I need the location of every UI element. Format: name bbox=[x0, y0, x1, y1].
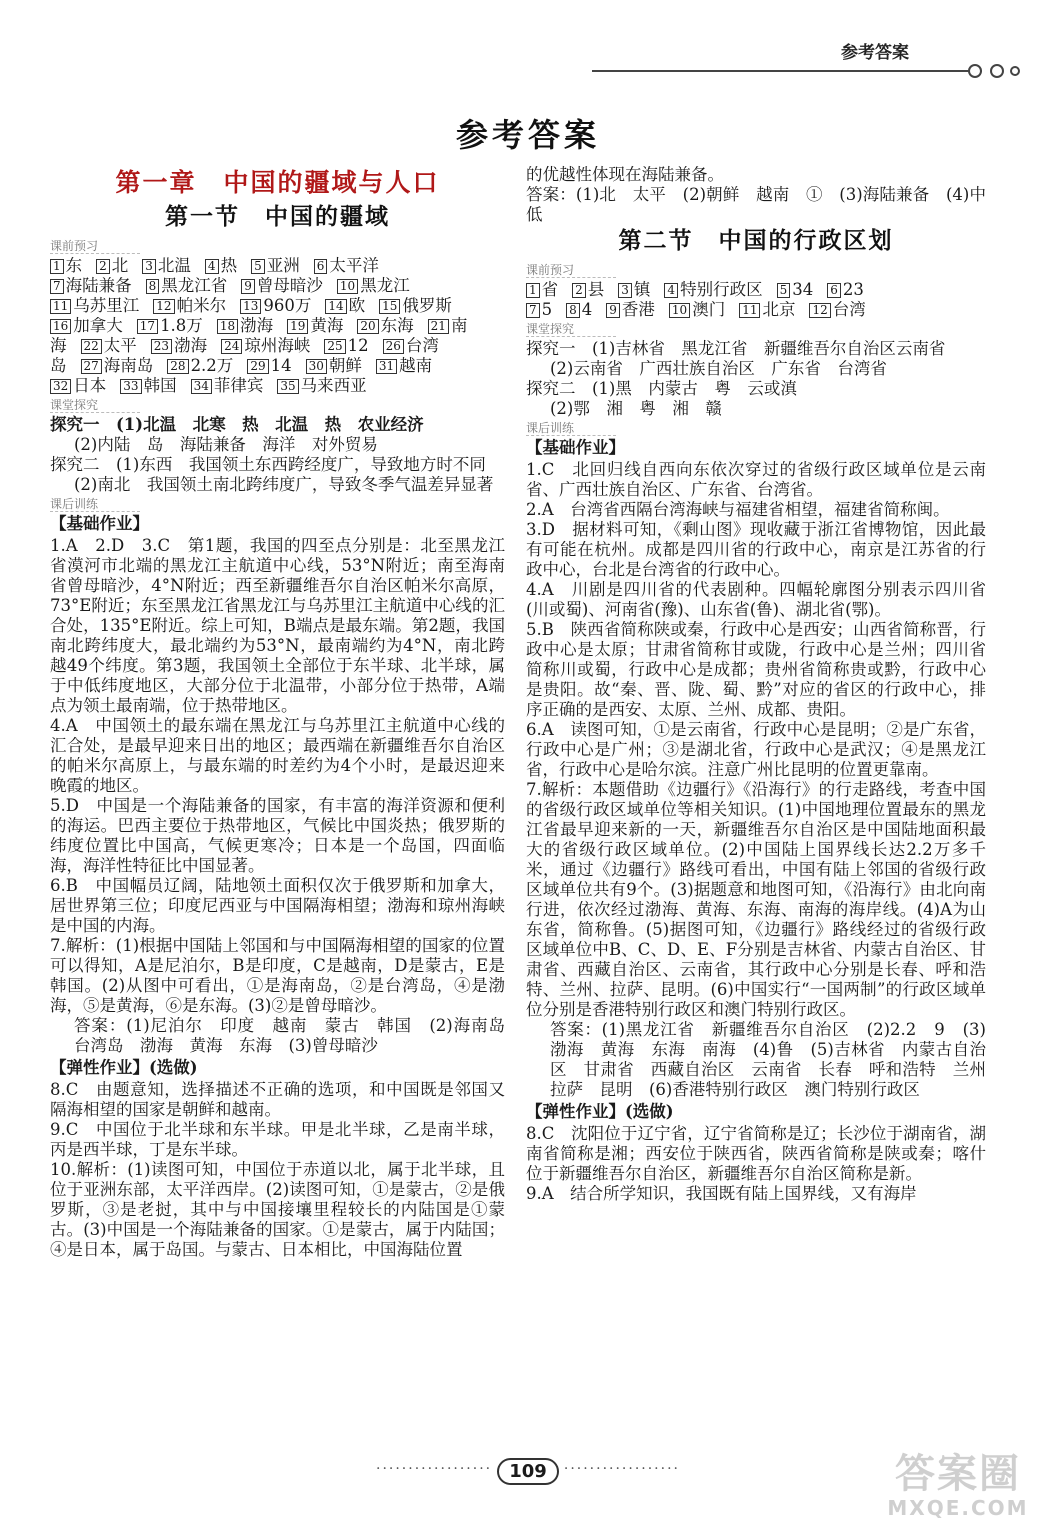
pre-study-cell bbox=[314, 256, 379, 275]
answer-text: 日本 bbox=[73, 376, 107, 395]
pre-study-row bbox=[50, 276, 505, 296]
pre-study-cell bbox=[809, 300, 865, 319]
answer-text: 台湾 bbox=[832, 300, 866, 319]
pre-study-cell bbox=[205, 256, 237, 275]
pre-study-cell bbox=[240, 296, 311, 315]
answer-number-box: 28 bbox=[167, 359, 188, 374]
footer-dots: ·················· bbox=[376, 1461, 493, 1477]
answer-text: 海南岛 bbox=[103, 356, 154, 375]
pre-study-row bbox=[50, 356, 505, 376]
answer-text: 23 bbox=[842, 280, 864, 299]
header-dot bbox=[990, 64, 1004, 78]
answer-item: 9.C 中国位于北半球和东半球。甲是北半球，乙是南半球，丙是西半球，丁是东半球。 bbox=[50, 1120, 505, 1159]
pre-study-cell bbox=[120, 376, 176, 395]
pre-study-cell bbox=[606, 300, 655, 319]
answer-text: 朝鲜 bbox=[328, 356, 362, 375]
answer-number-box: 25 bbox=[324, 339, 345, 354]
answer-text: 乌苏里江 bbox=[73, 296, 140, 315]
answer-text: 亚洲 bbox=[266, 256, 300, 275]
pre-study-cell bbox=[251, 256, 300, 275]
answer-number-box: 7 bbox=[526, 303, 540, 318]
answer-text: 太平 bbox=[103, 336, 137, 355]
watermark-logo: 答案圈 MXQE.COM bbox=[887, 1451, 1029, 1520]
explore-one: 探究一 (1)吉林省 黑龙江省 新疆维吾尔自治区云南省 bbox=[526, 339, 946, 358]
answer-number-box: 5 bbox=[777, 283, 791, 298]
answer-key: 答案：(1)黑龙江省 新疆维吾尔自治区 (2)2.2 9 (3)渤海 黄海 东海 南海 (4)鲁 (5)吉林省 内蒙古自治区 甘肃省 西藏自治区 云南省 长春 呼和浩特 兰州 拉萨 昆明 (6)香港特别行政区 澳门特别行政区 bbox=[550, 1020, 1003, 1099]
answer-item: 5.B 陕西省简称陕或秦，行政中心是西安；山西省简称晋，行政中心是太原；甘肃省简称甘或陇，行政中心是兰州；四川省简称川或蜀，行政中心是成都；贵州省简称贵或黔，行政中心是贵阳。故“秦、晋、陇、蜀、黔”对应的省区的行政中心，排序正确的是西安、太原、兰州、成都、贵阳。 bbox=[526, 620, 986, 719]
pre-study-cell bbox=[50, 336, 67, 355]
answer-item: 4.A 中国领土的最东端在黑龙江与乌苏里江主航道中心线的汇合处，是最早迎来日出的地区；最西端在新疆维吾尔自治区的帕米尔高原上，与最东端的时差约为4个小时，是最迟迎来晚霞的地区。 bbox=[50, 716, 505, 795]
answer-item: 2.A 台湾省西隔台湾海峡与福建省相望，福建省简称闽。 bbox=[526, 500, 950, 519]
answer-number-box: 32 bbox=[50, 379, 71, 394]
answer-number-box: 6 bbox=[827, 283, 841, 298]
pre-study-cell bbox=[167, 356, 233, 375]
pre-study-cell bbox=[777, 280, 814, 299]
answer-number-box: 11 bbox=[739, 303, 760, 318]
pre-study-row bbox=[50, 376, 505, 396]
answer-item: 4.A 川剧是四川省的代表剧种。四幅轮廓图分别表示四川省(川或蜀)、河南省(豫)、山东省(鲁)、湖北省(鄂)。 bbox=[526, 580, 986, 619]
answer-text: 34 bbox=[792, 280, 814, 299]
right-column bbox=[526, 165, 1003, 1204]
footer-dots: ·················· bbox=[563, 1461, 680, 1477]
elastic-homework-label: 【弹性作业】(选做) bbox=[526, 1102, 674, 1121]
after-class-label: 课后训练 bbox=[526, 421, 616, 436]
answer-item: 7.解析：(1)根据中国陆上邻国和与中国隔海相望的国家的位置可以得知，A是尼泊尔，B是印度，C是越南，D是蒙古，E是韩国。(2)从图中可看出，①是海南岛，②是台湾岛，④是渤海，⑤是黄海，⑥是东海。(3)②是曾母暗沙。 bbox=[50, 936, 505, 1015]
answer-text: 北京 bbox=[762, 300, 796, 319]
pre-study-cell bbox=[287, 316, 343, 335]
pre-study-cell bbox=[428, 316, 468, 335]
answer-number-box: 16 bbox=[50, 319, 71, 334]
answer-number-box: 19 bbox=[287, 319, 308, 334]
answer-number-box: 3 bbox=[142, 259, 156, 274]
answer-text: 黑龙江 bbox=[360, 276, 410, 295]
answer-text: 海 bbox=[50, 336, 67, 355]
answer-number-box: 17 bbox=[137, 319, 158, 334]
answer-text: 省 bbox=[541, 280, 559, 299]
pre-study-cell bbox=[96, 256, 128, 275]
answer-key: 答案：(1)尼泊尔 印度 越南 蒙古 韩国 (2)海南岛 台湾岛 渤海 黄海 东海 (3)曾母暗沙 bbox=[74, 1016, 522, 1055]
answer-item: 1.C 北回归线自西向东依次穿过的省级行政区域单位是云南省、广西壮族自治区、广东省、台湾省。 bbox=[526, 460, 986, 499]
answer-number-box: 13 bbox=[240, 299, 261, 314]
answer-text: 北温 bbox=[157, 256, 191, 275]
answer-text: 岛 bbox=[50, 356, 67, 375]
answer-item: 6.A 读图可知，①是云南省，行政中心是昆明；②是广东省，行政中心是广州；③是湖北省，行政中心是武汉；④是黑龙江省，行政中心是哈尔滨。注意广州比昆明的位置更靠南。 bbox=[526, 720, 986, 779]
answer-item: 5.D 中国是一个海陆兼备的国家，有丰富的海洋资源和便利的海运。巴西主要位于热带地区，气候比中国炎热；俄罗斯的纬度位置比中国高，气候更寒冷；日本是一个岛国，四面临海，海洋性特征比中国显著。 bbox=[50, 796, 505, 875]
pre-study-cell bbox=[572, 280, 604, 299]
pre-study-row bbox=[526, 280, 986, 300]
pre-study-answers bbox=[50, 256, 505, 396]
pre-study-cell bbox=[247, 356, 291, 375]
answer-number-box: 12 bbox=[153, 299, 174, 314]
pre-study-cell bbox=[357, 316, 413, 335]
pre-study-label: 课前预习 bbox=[50, 239, 140, 254]
page-title: 参考答案 bbox=[455, 116, 600, 154]
answer-number-box: 10 bbox=[669, 303, 690, 318]
answer-item: 6.B 中国幅员辽阔，陆地领土面积仅次于俄罗斯和加拿大，居世界第三位；印度尼西亚与中国隔海相望；渤海和琼州海峡是中国的内海。 bbox=[50, 876, 505, 935]
answer-number-box: 2 bbox=[96, 259, 110, 274]
pre-study-cell bbox=[50, 376, 106, 395]
answer-item: 1.A 2.D 3.C 第1题，我国的四至点分别是：北至黑龙江省漠河市北端的黑龙江主航道中心线，53°N附近；南至海南省曾母暗沙，4°N附近；西至新疆维吾尔自治区帕米尔高原，73°E附近；东至黑龙江省黑龙江与乌苏里江主航道中心线的汇合处，135°E附近。综上可知，B端点是最东端。第2题，我国南北跨纬度大，最北端约为53°N，最南端约为4°N，南北跨越49个纬度。第3题，我国领土全部位于东半球、北半球，属于中低纬度地区，大部分位于北温带，小部分位于热带，A端点为领土最南端，位于热带地区。 bbox=[50, 536, 505, 715]
answer-number-box: 35 bbox=[277, 379, 298, 394]
pre-study-cell bbox=[739, 300, 795, 319]
answer-text: 香港 bbox=[621, 300, 655, 319]
pre-study-cell bbox=[618, 280, 650, 299]
section-title: 第二节 中国的行政区划 bbox=[618, 228, 894, 254]
pre-study-cell bbox=[221, 336, 310, 355]
pre-study-cell bbox=[50, 316, 123, 335]
answer-number-box: 9 bbox=[241, 279, 255, 294]
pre-study-cell bbox=[142, 256, 191, 275]
pre-study-cell bbox=[153, 296, 226, 315]
answer-number-box: 20 bbox=[357, 319, 378, 334]
pre-study-cell bbox=[337, 276, 410, 295]
answer-number-box: 14 bbox=[325, 299, 346, 314]
pre-study-cell bbox=[50, 356, 67, 375]
pre-study-cell bbox=[526, 280, 558, 299]
continued-answer: 答案：(1)北 太平 (2)朝鲜 越南 ① (3)海陆兼备 (4)中 低 bbox=[526, 185, 1003, 224]
answer-number-box: 2 bbox=[572, 283, 586, 298]
header-rule bbox=[592, 70, 982, 72]
answer-text: 2.2万 bbox=[190, 356, 234, 375]
answer-item: 3.D 据材料可知，《剩山图》现收藏于浙江省博物馆，因此最有可能在杭州。成都是四川省的行政中心，南京是江苏省的行政中心，台北是台湾省的行政中心。 bbox=[526, 520, 986, 579]
answer-text: 渤海 bbox=[174, 336, 208, 355]
pre-study-answers bbox=[526, 280, 986, 320]
answer-item: 8.C 沈阳位于辽宁省，辽宁省简称是辽；长沙位于湖南省，湖南省简称是湘；西安位于陕西省，陕西省简称是陕或秦；喀什位于新疆维吾尔自治区，新疆维吾尔自治区简称是新。 bbox=[526, 1124, 986, 1183]
pre-study-label: 课前预习 bbox=[526, 263, 616, 278]
pre-study-cell bbox=[217, 316, 273, 335]
answer-number-box: 27 bbox=[81, 359, 102, 374]
answer-text: 5 bbox=[541, 300, 553, 319]
answer-number-box: 15 bbox=[379, 299, 400, 314]
continued-text: 的优越性体现在海陆兼备。 bbox=[526, 165, 724, 184]
pre-study-row bbox=[50, 256, 505, 276]
pre-study-row bbox=[50, 336, 505, 356]
answer-number-box: 29 bbox=[247, 359, 268, 374]
pre-study-cell bbox=[151, 336, 207, 355]
answer-text: 越南 bbox=[399, 356, 433, 375]
explore-one: 探究一 (1)北温 北寒 热 北温 热 农业经济 bbox=[50, 415, 424, 434]
answer-text: 1.8万 bbox=[160, 316, 203, 335]
explore-one-b: (2)云南省 广西壮族自治区 广东省 台湾省 bbox=[550, 359, 887, 378]
answer-number-box: 21 bbox=[428, 319, 449, 334]
pre-study-cell bbox=[383, 336, 439, 355]
header-dot bbox=[1010, 66, 1020, 76]
answer-number-box: 10 bbox=[337, 279, 358, 294]
answer-number-box: 4 bbox=[205, 259, 219, 274]
elastic-homework-label: 【弹性作业】(选做) bbox=[50, 1058, 198, 1077]
header-tag: 参考答案 bbox=[841, 43, 909, 63]
answer-text: 12 bbox=[347, 336, 369, 355]
class-explore-label: 课堂探究 bbox=[526, 322, 616, 337]
pre-study-cell bbox=[146, 276, 228, 295]
pre-study-cell bbox=[81, 336, 137, 355]
answer-number-box: 18 bbox=[217, 319, 238, 334]
pre-study-row bbox=[50, 296, 505, 316]
answer-text: 帕米尔 bbox=[176, 296, 227, 315]
class-explore-label: 课堂探究 bbox=[50, 398, 140, 413]
answer-number-box: 4 bbox=[664, 283, 678, 298]
explore-two-b: (2)鄂 湘 粤 湘 赣 bbox=[550, 399, 722, 418]
pre-study-cell bbox=[827, 280, 864, 299]
basic-homework-label: 【基础作业】 bbox=[526, 438, 625, 457]
pre-study-cell bbox=[306, 356, 362, 375]
answer-number-box: 11 bbox=[50, 299, 71, 314]
answer-text: 县 bbox=[587, 280, 605, 299]
answer-number-box: 1 bbox=[526, 283, 540, 298]
basic-homework-label: 【基础作业】 bbox=[50, 514, 149, 533]
answer-text: 欧 bbox=[348, 296, 366, 315]
answer-number-box: 5 bbox=[251, 259, 265, 274]
answer-number-box: 3 bbox=[618, 283, 632, 298]
answer-number-box: 22 bbox=[81, 339, 102, 354]
answer-number-box: 26 bbox=[383, 339, 404, 354]
answer-item: 7.解析：本题借助《边疆行》《沿海行》的行走路线，考查中国的省级行政区域单位等相关知识。(1)中国地理位置最东的黑龙江省最早迎来新的一天，新疆维吾尔自治区是中国陆地面积最大的省级行政区域单位。(2)中国陆上国界线长达2.2万多千米，通过《边疆行》路线可看出，中国有陆上邻国的省级行政区域单位共有9个。(3)据题意和地图可知，《沿海行》由北向南行进，依次经过渤海、黄海、东海、南海的海岸线。(4)A为山东省，简称鲁。(5)据图可知，《边疆行》路线经过的省级行政区域单位中B、C、D、E、F分别是吉林省、内蒙古自治区、甘肃省、西藏自治区、云南省，其行政中心分别是长春、呼和浩特、兰州、拉萨、昆明。(6)中国实行“一国两制”的行政区域单位分别是香港特别行政区和澳门特别行政区。 bbox=[526, 780, 986, 1019]
answer-number-box: 23 bbox=[151, 339, 172, 354]
pre-study-cell bbox=[277, 376, 366, 395]
pre-study-cell bbox=[81, 356, 154, 375]
answer-text: 马来西亚 bbox=[300, 376, 367, 395]
explore-two-b: (2)南北 我国领土南北跨纬度广，导致冬季气温差异显著 bbox=[74, 475, 494, 494]
answer-text: 琼州海峡 bbox=[244, 336, 311, 355]
explore-two: 探究二 (1)黑 内蒙古 粤 云或滇 bbox=[526, 379, 797, 398]
pre-study-cell bbox=[241, 276, 323, 295]
pre-study-cell bbox=[526, 300, 552, 319]
pre-study-row bbox=[50, 316, 505, 336]
header-dot bbox=[968, 64, 982, 78]
answer-text: 特别行政区 bbox=[680, 280, 763, 299]
answer-text: 960万 bbox=[263, 296, 312, 315]
answer-number-box: 6 bbox=[314, 259, 328, 274]
answer-number-box: 24 bbox=[221, 339, 242, 354]
answer-text: 北 bbox=[111, 256, 129, 275]
pre-study-cell bbox=[379, 296, 452, 315]
answer-text: 热 bbox=[220, 256, 238, 275]
answer-number-box: 8 bbox=[566, 303, 580, 318]
answer-number-box: 31 bbox=[376, 359, 397, 374]
pre-study-cell bbox=[376, 356, 432, 375]
answer-item: 10.解析：(1)读图可知，中国位于赤道以北，属于北半球，且位于亚洲东部，太平洋西岸。(2)读图可知，①是蒙古，②是俄罗斯，③是老挝，其中与中国接壤里程较长的内陆国是①蒙古。(3)中国是一个海陆兼备的国家。①是蒙古，属于内陆国；④是日本，属于岛国。与蒙古、日本相比，中国海陆位置 bbox=[50, 1160, 505, 1259]
answer-text: 黑龙江省 bbox=[161, 276, 228, 295]
answer-text: 黄海 bbox=[310, 316, 344, 335]
answer-text: 东 bbox=[65, 256, 83, 275]
answer-text: 14 bbox=[270, 356, 292, 375]
answer-number-box: 30 bbox=[306, 359, 327, 374]
pre-study-cell bbox=[566, 300, 592, 319]
answer-number-box: 12 bbox=[809, 303, 830, 318]
answer-text: 加拿大 bbox=[73, 316, 123, 335]
answer-text: 南 bbox=[450, 316, 468, 335]
answer-number-box: 8 bbox=[146, 279, 160, 294]
chapter-title: 第一章 中国的疆域与人口 bbox=[115, 168, 440, 197]
answer-number-box: 33 bbox=[120, 379, 141, 394]
answer-text: 镇 bbox=[633, 280, 651, 299]
answer-text: 渤海 bbox=[240, 316, 274, 335]
pre-study-cell bbox=[50, 256, 82, 275]
explore-two: 探究二 (1)东西 我国领土东西跨经度广，导致地方时不同 bbox=[50, 455, 486, 474]
pre-study-cell bbox=[50, 296, 139, 315]
answer-text: 曾母暗沙 bbox=[256, 276, 323, 295]
answer-number-box: 34 bbox=[191, 379, 212, 394]
answer-text: 韩国 bbox=[143, 376, 177, 395]
pre-study-cell bbox=[50, 276, 132, 295]
answer-text: 太平洋 bbox=[329, 256, 379, 275]
after-class-label: 课后训练 bbox=[50, 497, 140, 512]
answer-text: 4 bbox=[581, 300, 593, 319]
answer-item: 8.C 由题意知，选择描述不正确的选项，和中国既是邻国又隔海相望的国家是朝鲜和越南。 bbox=[50, 1080, 505, 1119]
answer-text: 东海 bbox=[380, 316, 414, 335]
pre-study-cell bbox=[137, 316, 203, 335]
answer-number-box: 7 bbox=[50, 279, 64, 294]
pre-study-cell bbox=[664, 280, 762, 299]
explore-one-b: (2)内陆 岛 海陆兼备 海洋 对外贸易 bbox=[74, 435, 378, 454]
page-number: 109 bbox=[497, 1458, 559, 1485]
answer-item: 9.A 结合所学知识，我国既有陆上国界线，又有海岸 bbox=[526, 1184, 917, 1203]
answer-text: 菲律宾 bbox=[213, 376, 264, 395]
left-column bbox=[50, 165, 522, 1260]
pre-study-cell bbox=[325, 296, 365, 315]
answer-number-box: 1 bbox=[50, 259, 64, 274]
pre-study-cell bbox=[324, 336, 368, 355]
section-title: 第一节 中国的疆域 bbox=[165, 204, 390, 230]
answer-text: 澳门 bbox=[692, 300, 726, 319]
pre-study-cell bbox=[191, 376, 264, 395]
answer-number-box: 9 bbox=[606, 303, 620, 318]
answer-text: 台湾 bbox=[405, 336, 439, 355]
answer-text: 海陆兼备 bbox=[65, 276, 132, 295]
answer-text: 俄罗斯 bbox=[402, 296, 452, 315]
pre-study-cell bbox=[669, 300, 725, 319]
pre-study-row bbox=[526, 300, 986, 320]
